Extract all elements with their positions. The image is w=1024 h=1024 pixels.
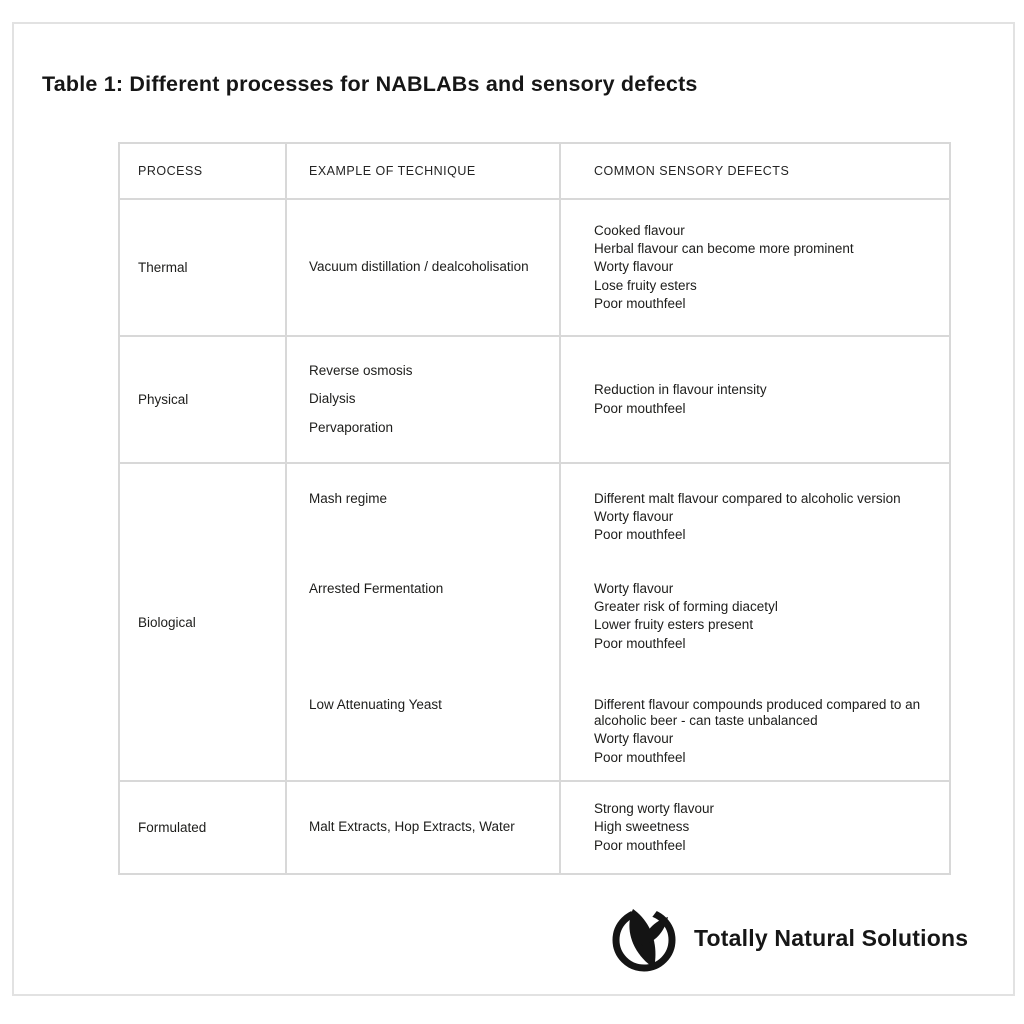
header-cell-technique: EXAMPLE OF TECHNIQUE <box>285 144 559 198</box>
table-body <box>120 198 949 873</box>
defect-item: Worty flavour <box>594 509 674 525</box>
defect-item: Worty flavour <box>594 259 674 275</box>
header-cell-process: PROCESS <box>138 164 203 178</box>
process-cell: Formulated <box>138 820 207 835</box>
footer-logo <box>610 904 968 972</box>
defects-group <box>594 380 921 418</box>
technique-label: Low Attenuating Yeast <box>309 697 442 712</box>
table-row <box>120 780 949 873</box>
process-cell: Thermal <box>138 260 188 275</box>
row-groups <box>285 337 949 462</box>
table-row <box>120 198 949 335</box>
technique-label: Mash regime <box>309 491 388 506</box>
technique-column <box>285 464 559 780</box>
technique-label: Dialysis <box>309 391 356 407</box>
defect-item: Poor mouthfeel <box>594 400 686 416</box>
defect-item: Worty flavour <box>594 581 674 596</box>
defect-item: Poor mouthfeel <box>594 527 686 543</box>
row-groups <box>285 782 949 873</box>
process-cell: Physical <box>138 392 189 407</box>
technique-label: Vacuum distillation / dealcoholisation <box>309 259 529 275</box>
technique-group <box>309 361 545 438</box>
defects-group <box>594 695 921 768</box>
technique-label: Malt Extracts, Hop Extracts, Water <box>309 819 515 835</box>
technique-group <box>309 817 545 837</box>
defects-column <box>559 200 949 335</box>
defect-item: Worty flavour <box>594 731 674 747</box>
page-title: Table 1: Different processes for NABLABs and sensory defects <box>42 72 698 96</box>
technique-label: Arrested Fermentation <box>309 581 444 596</box>
technique-label: Reverse osmosis <box>309 363 413 379</box>
table-row <box>120 462 949 780</box>
row-groups <box>285 464 949 780</box>
processes-table <box>118 142 951 875</box>
technique-column <box>285 782 559 873</box>
defect-item: Herbal flavour can become more prominent <box>594 241 854 257</box>
technique-group <box>309 695 545 715</box>
technique-column <box>285 200 559 335</box>
technique-column <box>285 337 559 462</box>
technique-group <box>309 257 545 277</box>
defect-item: Cooked flavour <box>594 223 685 239</box>
defect-item: Greater risk of forming diacetyl <box>594 599 778 615</box>
defect-item: Poor mouthfeel <box>594 295 686 311</box>
defect-item: Different malt flavour compared to alcoholic version <box>594 491 901 506</box>
defect-item: Lose fruity esters <box>594 277 697 293</box>
defect-item: High sweetness <box>594 819 690 835</box>
process-cell: Biological <box>138 614 196 630</box>
row-groups <box>285 200 949 335</box>
defects-group <box>594 221 921 314</box>
logo-text: Totally Natural Solutions <box>694 924 969 951</box>
defect-item: Strong worty flavour <box>594 801 715 817</box>
defect-item: Poor mouthfeel <box>594 635 686 651</box>
technique-label: Pervaporation <box>309 419 394 435</box>
defects-column <box>559 337 949 462</box>
defect-item: Reduction in flavour intensity <box>594 382 767 398</box>
table-row <box>120 335 949 462</box>
defects-column <box>559 464 949 780</box>
table-header-row <box>120 144 949 198</box>
defect-item: Lower fruity esters present <box>594 617 754 633</box>
header-cell-defects: COMMON SENSORY DEFECTS <box>559 144 949 198</box>
defects-column <box>559 782 949 873</box>
defects-group <box>594 579 921 695</box>
technique-group <box>309 489 545 579</box>
defects-group <box>594 799 921 856</box>
technique-group <box>309 579 545 695</box>
defects-group <box>594 489 921 579</box>
defect-item: Poor mouthfeel <box>594 749 686 765</box>
hop-leaf-circle-icon <box>610 904 678 972</box>
defect-item: Poor mouthfeel <box>594 837 686 853</box>
defect-item: Different flavour compounds produced compared to an alcoholic beer - can taste unbalanced <box>594 697 921 729</box>
